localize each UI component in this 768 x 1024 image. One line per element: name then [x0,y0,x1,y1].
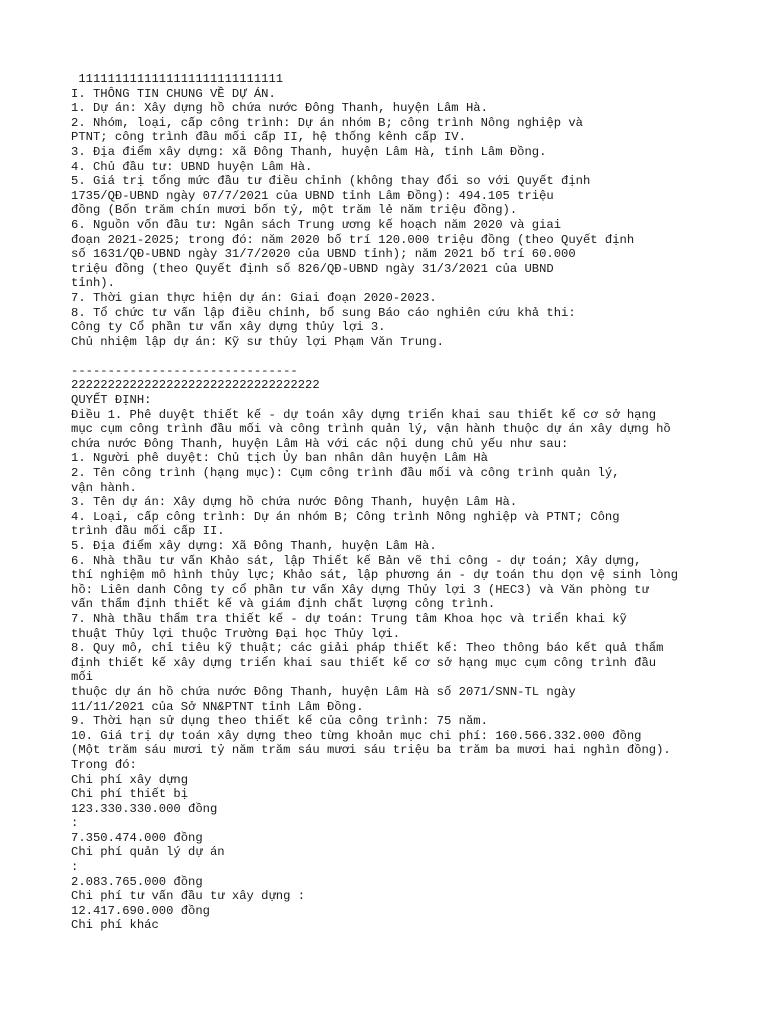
text-line: thuộc dự án hồ chứa nước Đông Thanh, huyện Lâm Hà số 2071/SNN-TL ngày [71,684,576,699]
text-line: 2.083.765.000 đồng [71,874,203,889]
text-line: 7.350.474.000 đồng [71,830,203,845]
text-line: 123.330.330.000 đồng [71,801,218,816]
document-page [71,72,761,933]
text-line: 1735/QĐ-UBND ngày 07/7/2021 của UBND tỉnh Lâm Đồng): 494.105 triệu [71,188,554,203]
text-line: (Một trăm sáu mươi tỷ năm trăm sáu mươi sáu triệu ba trăm ba mươi hai nghìn đồng). [71,743,671,758]
text-line: 2222222222222222222222222222222222 [71,378,320,393]
text-line: ------------------------------- [71,363,298,378]
text-line: 9. Thời hạn sử dụng theo thiết kế của công trình: 75 năm. [71,714,488,729]
text-line: 8. Tổ chức tư vấn lập điều chỉnh, bổ sung Báo cáo nghiên cứu khả thi: [71,305,576,320]
text-line: 8. Quy mô, chỉ tiêu kỹ thuật; các giải pháp thiết kế: Theo thông báo kết quả thẩm [71,641,664,656]
text-line: đoạn 2021-2025; trong đó: năm 2020 bố trí 120.000 triệu đồng (theo Quyết định [71,232,635,247]
text-line: : [71,860,79,875]
text-line: thí nghiệm mô hình thủy lực; Khảo sát, lập phương án - dự toán thu dọn vệ sinh lòng [71,568,679,583]
text-line: 4. Chủ đầu tư: UBND huyện Lâm Hà. [71,159,313,174]
text-line: 1. Người phê duyệt: Chủ tịch Ủy ban nhân dân huyện Lâm Hà [71,451,488,466]
text-line: QUYẾT ĐỊNH: [71,393,152,408]
text-line: mối [71,670,93,685]
text-line: 2. Tên công trình (hạng mục): Cụm công trình đầu mối và công trình quản lý, [71,466,620,481]
text-line: Chi phí xây dựng [71,772,189,787]
text-line: vấn thẩm định thiết kế và giám định chất lượng công trình. [71,597,496,612]
text-line: tỉnh). [71,276,115,291]
text-line: định thiết kế xây dựng triển khai sau thiết kế cơ sở hạng mục cụm công trình đầu [71,655,657,670]
text-line: 11/11/2021 của Sở NN&PTNT tỉnh Lâm Đồng. [71,699,364,714]
text-line: 5. Giá trị tổng mức đầu tư điều chỉnh (không thay đổi so với Quyết định [71,174,591,189]
text-line: 2. Nhóm, loại, cấp công trình: Dự án nhóm B; công trình Nông nghiệp và [71,115,583,130]
text-line: chứa nước Đông Thanh, huyện Lâm Hà với các nội dung chủ yếu như sau: [71,436,569,451]
text-line: 4. Loại, cấp công trình: Dự án nhóm B; Công trình Nông nghiệp và PTNT; Công [71,509,620,524]
text-line: trình đầu mối cấp II. [71,524,225,539]
text-line: 3. Địa điểm xây dựng: xã Đông Thanh, huyện Lâm Hà, tỉnh Lâm Đồng. [71,144,547,159]
text-line: hồ: Liên danh Công ty cổ phần tư vấn Xây dựng Thủy lợi 3 (HEC3) và Văn phòng tư [71,582,649,597]
text-line: 6. Nhà thầu tư vấn Khảo sát, lập Thiết kế Bản vẽ thi công - dự toán; Xây dựng, [71,553,642,568]
text-line: Chi phí quản lý dự án [71,845,225,860]
text-line: Công ty Cổ phần tư vấn xây dựng thủy lợi 3. [71,320,386,335]
text-line: 12.417.690.000 đồng [71,903,210,918]
text-line: đồng (Bốn trăm chín mươi bốn tỷ, một trăm lẻ năm triệu đồng). [71,203,518,218]
text-line: 1111111111111111111111111111 [71,72,284,86]
text-line: 1. Dự án: Xây dựng hồ chứa nước Đông Thanh, huyện Lâm Hà. [71,101,488,116]
text-line: 7. Nhà thầu thẩm tra thiết kế - dự toán: Trung tâm Khoa học và triển khai kỹ [71,611,627,626]
text-line: Điều 1. Phê duyệt thiết kế - dự toán xây dựng triển khai sau thiết kế cơ sở hạng [71,407,657,422]
text-line: : [71,816,79,831]
text-line: thuật Thủy lợi thuộc Trường Đại học Thủy lợi. [71,626,401,641]
text-line: Chi phí tư vấn đầu tư xây dựng : [71,889,306,904]
text-line: PTNT; công trình đầu mối cấp II, hệ thống kênh cấp IV. [71,130,466,145]
text-line: Chi phí thiết bị [71,787,189,802]
text-line: 3. Tên dự án: Xây dựng hồ chứa nước Đông Thanh, huyện Lâm Hà. [71,495,518,510]
text-line [71,349,761,364]
text-line: 7. Thời gian thực hiện dự án: Giai đoạn 2020-2023. [71,290,437,305]
text-line: 10. Giá trị dự toán xây dựng theo từng khoản mục chi phí: 160.566.332.000 đồng [71,728,642,743]
text-line: Chủ nhiệm lập dự án: Kỹ sư thủy lợi Phạm Văn Trung. [71,334,444,349]
text-line: I. THÔNG TIN CHUNG VỀ DỰ ÁN. [71,86,276,101]
text-line: 5. Địa điểm xây dựng: Xã Đông Thanh, huyện Lâm Hà. [71,539,437,553]
text-line: vận hành. [71,480,137,495]
text-line: mục cụm công trình đầu mối và công trình quản lý, vận hành thuộc dự án xây dựng hồ [71,422,671,437]
text-line: số 1631/QĐ-UBND ngày 31/7/2020 của UBND tỉnh); năm 2021 bố trí 60.000 [71,247,576,262]
text-line: Trong đó: [71,757,137,772]
text-line: 6. Nguồn vốn đầu tư: Ngân sách Trung ương kế hoạch năm 2020 và giai [71,217,562,232]
text-line: Chi phí khác [71,918,159,933]
text-line: triệu đồng (theo Quyết định số 826/QĐ-UBND ngày 31/3/2021 của UBND [71,261,554,276]
